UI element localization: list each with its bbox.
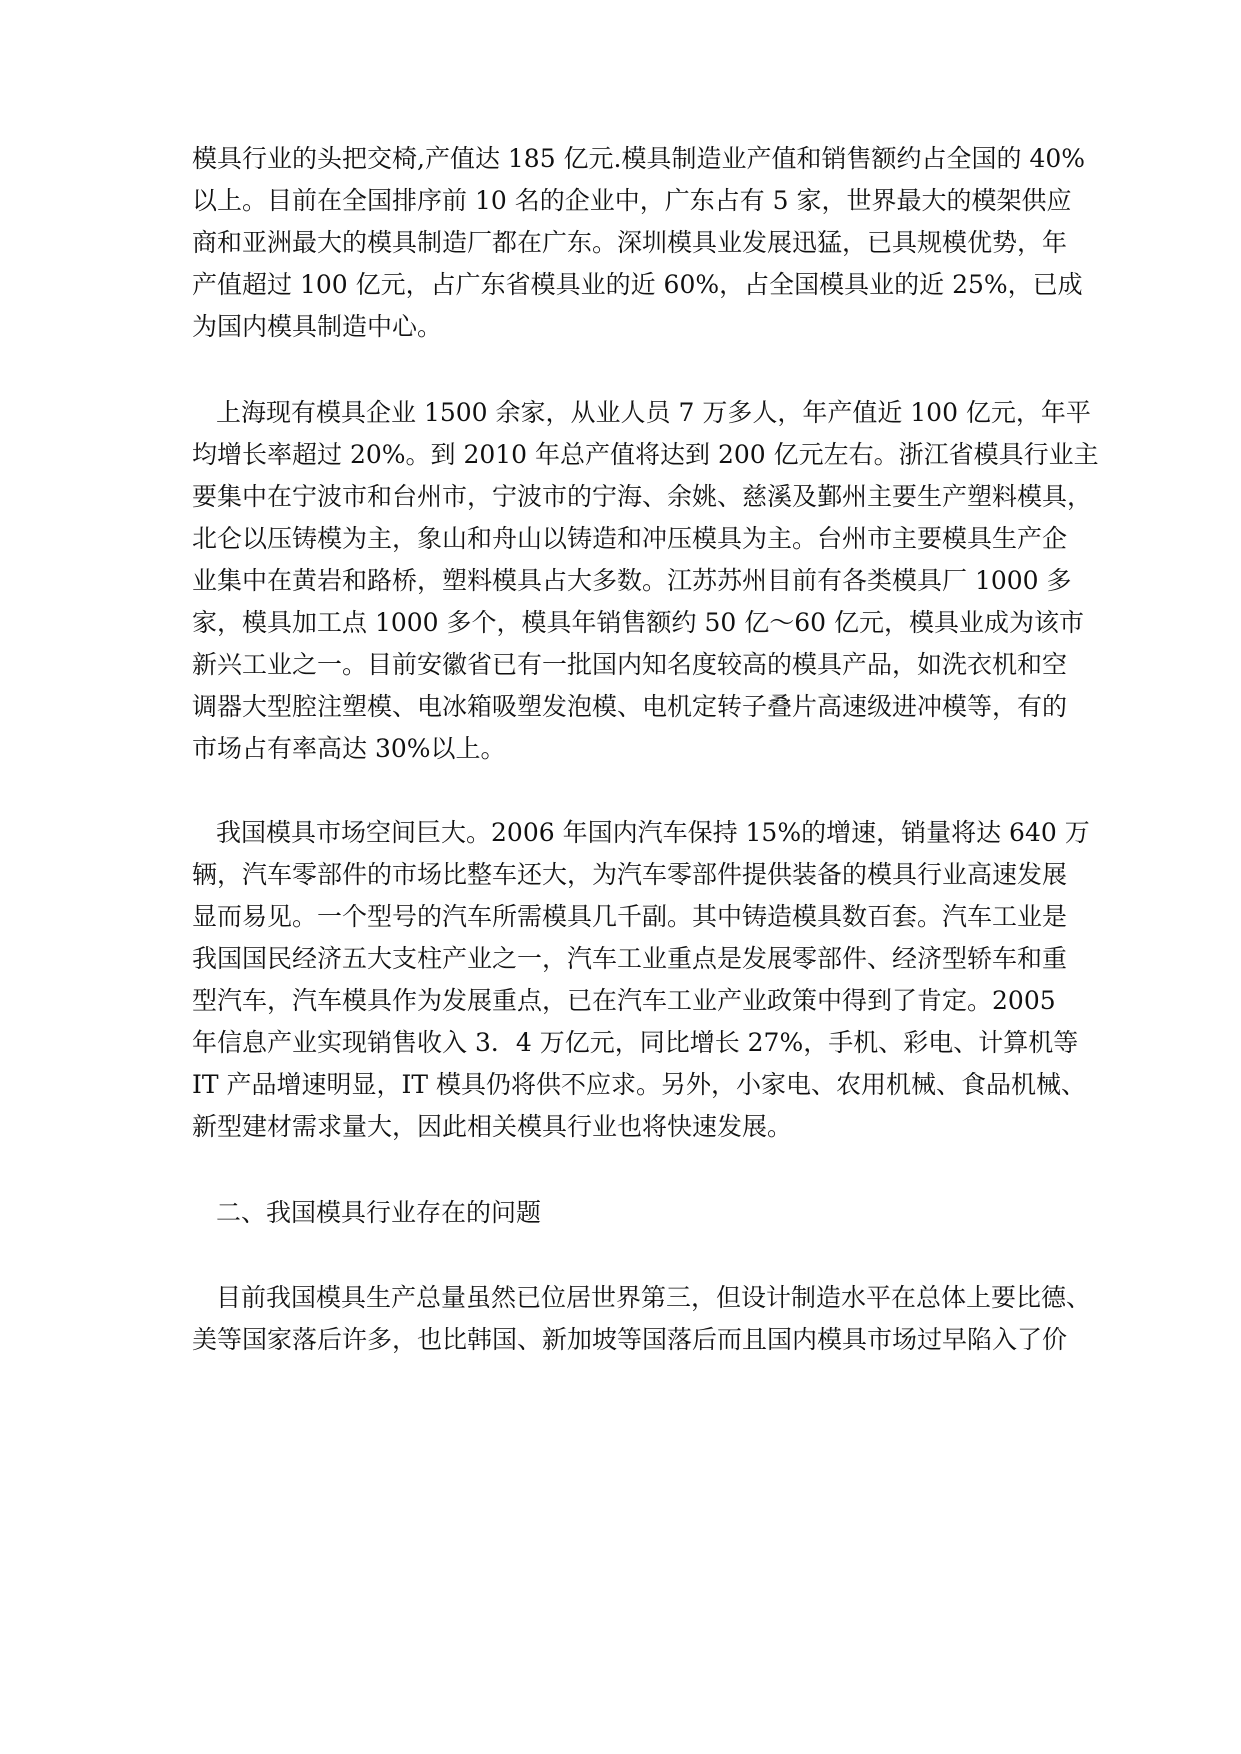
text-line: 北仑以压铸模为主，象山和舟山以铸造和冲压模具为主。台州市主要模具生产企 (192, 524, 1068, 553)
text-line: 均增长率超过 20%。到 2010 年总产值将达到 200 亿元左右。浙江省模具行业主 (192, 440, 1099, 469)
text-line: 目前我国模具生产总量虽然已位居世界第三，但设计制造水平在总体上要比德、 (216, 1283, 1092, 1312)
text-line: 为国内模具制造中心。 (192, 312, 443, 341)
text-line: 年信息产业实现销售收入 3．4 万亿元，同比增长 27%，手机、彩电、计算机等 (192, 1028, 1079, 1057)
text-line: 上海现有模具企业 1500 余家，从业人员 7 万多人，年产值近 100 亿元，年平 (216, 398, 1091, 427)
text-line: 型汽车，汽车模具作为发展重点，已在汽车工业产业政策中得到了肯定。2005 (192, 986, 1056, 1015)
text-line: 我国国民经济五大支柱产业之一，汽车工业重点是发展零部件、经济型轿车和重 (192, 944, 1068, 973)
text-line: 辆，汽车零部件的市场比整车还大，为汽车零部件提供装备的模具行业高速发展 (192, 860, 1068, 889)
text-line: 要集中在宁波市和台州市，宁波市的宁海、余姚、慈溪及鄞州主要生产塑料模具， (192, 482, 1093, 511)
text-line: 以上。目前在全国排序前 10 名的企业中，广东占有 5 家，世界最大的模架供应 (192, 186, 1072, 215)
text-line: 模具行业的头把交椅,产值达 185 亿元.模具制造业产值和销售额约占全国的 40% (192, 144, 1086, 173)
section-heading: 二、我国模具行业存在的问题 (216, 1198, 542, 1227)
text-line: 显而易见。一个型号的汽车所需模具几千副。其中铸造模具数百套。汽车工业是 (192, 902, 1068, 931)
text-line: 产值超过 100 亿元，占广东省模具业的近 60%，占全国模具业的近 25%，已成 (192, 270, 1083, 299)
text-line: 新兴工业之一。目前安徽省已有一批国内知名度较高的模具产品，如洗衣机和空 (192, 650, 1068, 679)
text-line: 市场占有率高达 30%以上。 (192, 734, 506, 763)
text-line: 新型建材需求量大，因此相关模具行业也将快速发展。 (192, 1112, 793, 1141)
text-line: 美等国家落后许多，也比韩国、新加坡等国落后而且国内模具市场过早陷入了价 (192, 1325, 1068, 1354)
text-line: 调器大型腔注塑模、电冰箱吸塑发泡模、电机定转子叠片高速级进冲模等，有的 (192, 692, 1068, 721)
text-line: 业集中在黄岩和路桥，塑料模具占大多数。江苏苏州目前有各类模具厂 1000 多 (192, 566, 1072, 595)
text-line: 商和亚洲最大的模具制造厂都在广东。深圳模具业发展迅猛，已具规模优势，年 (192, 228, 1068, 257)
text-line: IT 产品增速明显，IT 模具仍将供不应求。另外，小家电、农用机械、食品机械、 (192, 1070, 1086, 1099)
text-line: 我国模具市场空间巨大。2006 年国内汽车保持 15%的增速，销量将达 640 万 (216, 818, 1090, 847)
text-line: 家，模具加工点 1000 多个，模具年销售额约 50 亿～60 亿元，模具业成为该市 (192, 608, 1084, 637)
